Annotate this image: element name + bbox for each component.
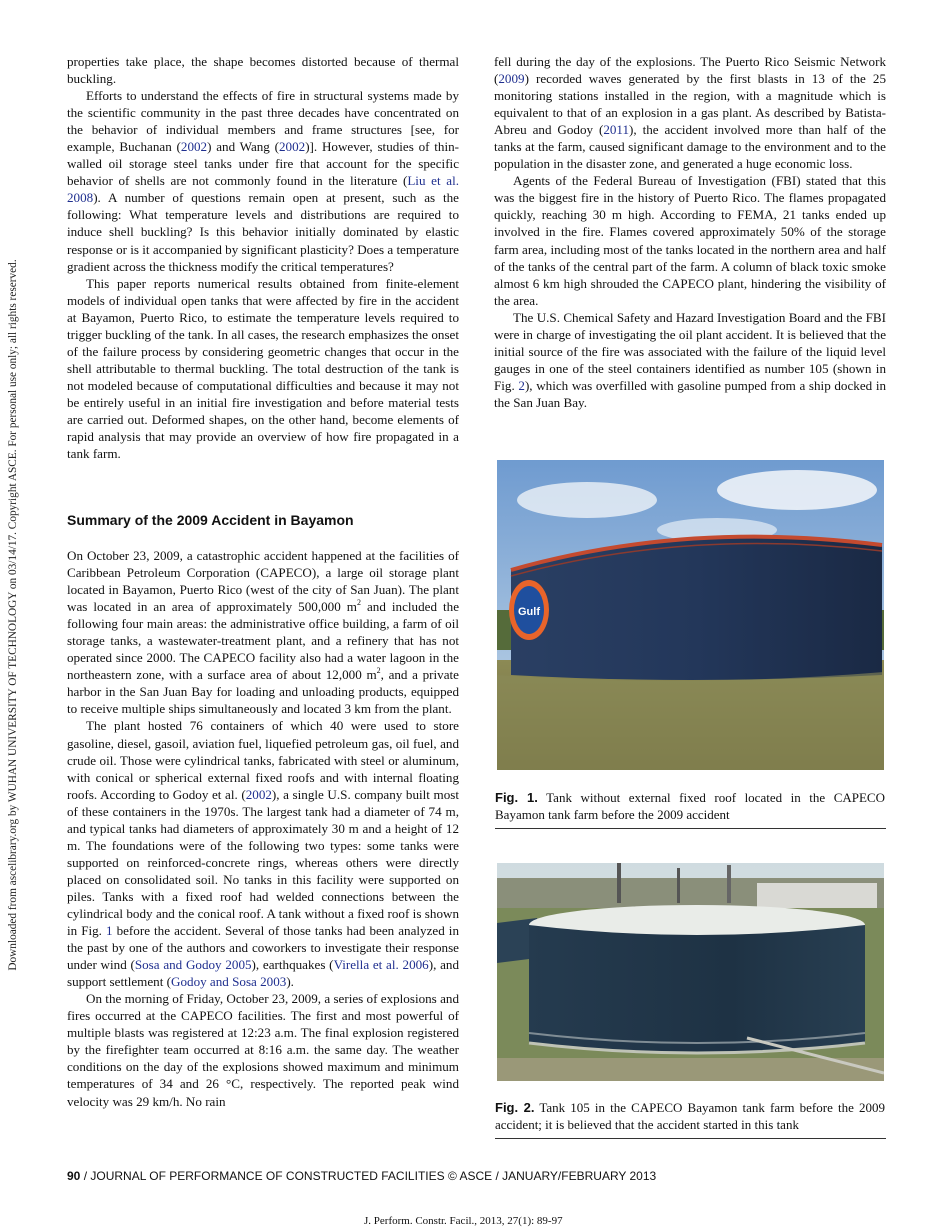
citation-link[interactable]: 2 [518,377,525,393]
paragraph [67,717,459,990]
page-footer [67,1169,656,1183]
text-run: The U.S. Chemical Safety and Hazard Investigation Board and the FBI were in charge of investigating the oil plant accident. It is believed that the initial source of the fire was associated with the failure of the liquid level gauges in one of the steel containers identified as number 105 (shown in Fig. [494,309,886,393]
citation-link[interactable]: 2011 [603,122,630,138]
paragraph [67,547,459,717]
text-run: ) and Wang ( [207,139,279,155]
figure-1-photo [497,460,884,770]
text-run: ) recorded waves generated by the first blasts in 13 of the 25 monitoring stations installed in the region, with a magnitude which is equivalent to that of an explosion in a gas plant. As described by Batista-Abreu and Godoy ( [494,71,886,138]
citation-link[interactable]: 2002 [279,139,306,155]
citation-link[interactable]: Liu et al. 2008 [67,173,460,206]
paragraph [67,87,459,275]
text-run: ), which was overfilled with gasoline pumped from a ship docked in the San Juan Bay. [494,377,887,410]
caption-divider [495,828,886,829]
text-run: The plant hosted 76 containers of which 40 were used to store gasoline, diesel, gasoil, aviation fuel, liquefied petroleum gas, oil fuel, and crude oil. Those were cylindrical tanks, fabricated with steel or aluminum, with conical or spherical external fixed roofs and with internal floating roofs. According to Godoy et al. ( [67,718,459,802]
text-run: properties take place, the shape becomes distorted because of thermal buckling. [67,54,459,87]
text-run: ), and support settlement ( [67,957,459,990]
download-notice: Downloaded from ascelibrary.org by WUHAN UNIVERSITY OF TECHNOLOGY on 03/14/17. Copyright ASCE. For personal use only; all rights reserved. [7,259,19,971]
text-run: , and a private harbor in the San Juan Bay for loading and unloading products, equipped to receive multiple ships simultaneously and located 3 km from the plant. [67,667,459,717]
citation-link[interactable]: 2002 [245,786,272,802]
left-column-top [67,53,459,462]
text-run: and included the following four main areas: the administrative office building, a farm of oil storage tanks, a wastewater-treatment plant, and a refinery that has not operated since 2000. The CAPECO facility also had a water lagoon in the northeastern zone, with a surface area of about 12,000 m [67,599,460,683]
figure-1-caption-text: Tank without external fixed roof located in the CAPECO Bayamon tank farm before the 2009 accident [495,790,885,822]
text-run: ), a single U.S. company built most of these containers in the 1970s. The largest tank had a diameter of 74 m, and typical tanks had diameters of approximately 30 m and a height of 12 m. The foundations were of the following two types: some tanks were supported on reinforced-concrete rings, whereas others were directly placed on consolidated soil. No tanks in this facility were supported on piles. Tanks with a fixed roof had welded connections between the cylindrical body and the conical roof. A tank without a fixed roof is shown in Fig. [67,786,459,939]
gulf-logo: Gulf [518,606,540,618]
figure-2-label: Fig. 2. [495,1100,535,1115]
citation-link[interactable]: 2002 [180,139,208,155]
superscript: 2 [376,666,381,676]
figure-2-caption [495,1099,885,1133]
text-run: ). A number of questions remain open at present, such as the following: What temperature levels and distributions are required to induce shell buckling? Is this behavior initially dominated by elastic response or is it accompanied by significant plasticity? Does a temperature gradient across the thickness modify the critical temperatures? [67,190,459,274]
superscript: 2 [356,598,361,608]
page-number: 90 [67,1169,81,1183]
paragraph [67,990,459,1109]
text-run: before the accident. Several of those tanks had been analyzed in the past by one of the authors and coworkers to investigate their response under wind ( [67,923,459,973]
journal-info: / JOURNAL OF PERFORMANCE OF CONSTRUCTED FACILITIES © ASCE / JANUARY/FEBRUARY 2013 [80,1169,657,1183]
citation-link[interactable]: 2009 [498,71,525,87]
paragraph [494,309,886,411]
paragraph [494,172,886,308]
text-run: On the morning of Friday, October 23, 2009, a series of explosions and fires occurred at the CAPECO facilities. The first and most powerful of multiple blasts was registered at 12:23 a.m. The final explosion registered by the firefighter team occurred at 8:16 a.m. the same day. The weather conditions on the day of the explosions showed maximum and minimum temperatures of 34 and 26 °C, respectively. The reported peak wind velocity was 29 km/h. No rain [67,991,459,1109]
right-column-top [494,53,886,411]
paragraph [67,53,459,87]
citation-link[interactable]: Sosa and Godoy 2005 [134,957,252,973]
article-citation: J. Perform. Constr. Facil., 2013, 27(1): 89-97 [364,1215,563,1227]
paragraph [67,275,459,463]
text-run: This paper reports numerical results obtained from finite-element models of individual open tanks that were affected by fire in the accident at Bayamon, Puerto Rico, to estimate the temperature levels required to trigger buckling of the tank. In all cases, the research emphasizes the onset of the failure process by considering geometric changes that occur in the shell attributable to thermal buckling. The total destruction of the tank is not modeled because of computational difficulties and because it may not be entirely useful in an initial fire investigation and before material tests are carried out. Deformed shapes, on the other hand, become elements of rapid analysis that may provide an overview of how fire propagated in a tank farm. [67,275,459,462]
figure-1-label: Fig. 1. [495,790,538,805]
text-run: )]. However, studies of thin-walled oil storage steel tanks under fire that account for the specific behavior of shells are not commonly found in the literature ( [67,139,460,189]
left-column-bottom [67,547,459,1110]
text-run: fell during the day of the explosions. The Puerto Rico Seismic Network ( [494,54,886,87]
citation-link[interactable]: Godoy and Sosa 2003 [171,974,287,990]
figure-1-caption [495,789,885,823]
figure-2-photo [497,863,884,1081]
citation-link[interactable]: 1 [106,923,113,939]
text-run: ). [286,974,294,990]
figure-2-caption-text: Tank 105 in the CAPECO Bayamon tank farm before the 2009 accident; it is believed that the accident started in this tank [495,1100,885,1132]
text-run: ), the accident involved more than half of the tanks at the farm, caused significant damage to the environment and to the population in the disaster zone, and generated a huge economic loss. [494,122,886,172]
text-run: Efforts to understand the effects of fire in structural systems made by the scientific community in the past three decades have concentrated on the behavior of individual members and frame structures [see, for example, Buchanan ( [67,88,459,155]
section-heading: Summary of the 2009 Accident in Bayamon [67,512,354,528]
text-run: Agents of the Federal Bureau of Investigation (FBI) stated that this was the biggest fire in the history of Puerto Rico. The flames propagated quickly, reaching 30 m high. According to FEMA, 21 tanks ended up involved in the fire. Flames covered approximately 50% of the storage farm area, including most of the tanks located in the northern area and half of the tanks of the central part of the farm. A column of black toxic smoke almost 6 km high shrouded the CAPECO plant, hindering the visibility of the area. [494,173,886,308]
caption-divider [495,1138,886,1139]
paragraph [494,53,886,172]
text-run: On October 23, 2009, a catastrophic accident happened at the facilities of Caribbean Petroleum Corporation (CAPECO), a large oil storage plant located in Bayamon, Puerto Rico (west of the city of San Juan). The plant was located in an area of approximately 500,000 m [67,548,459,615]
citation-link[interactable]: Virella et al. 2006 [333,957,429,973]
text-run: ), earthquakes ( [251,957,334,973]
